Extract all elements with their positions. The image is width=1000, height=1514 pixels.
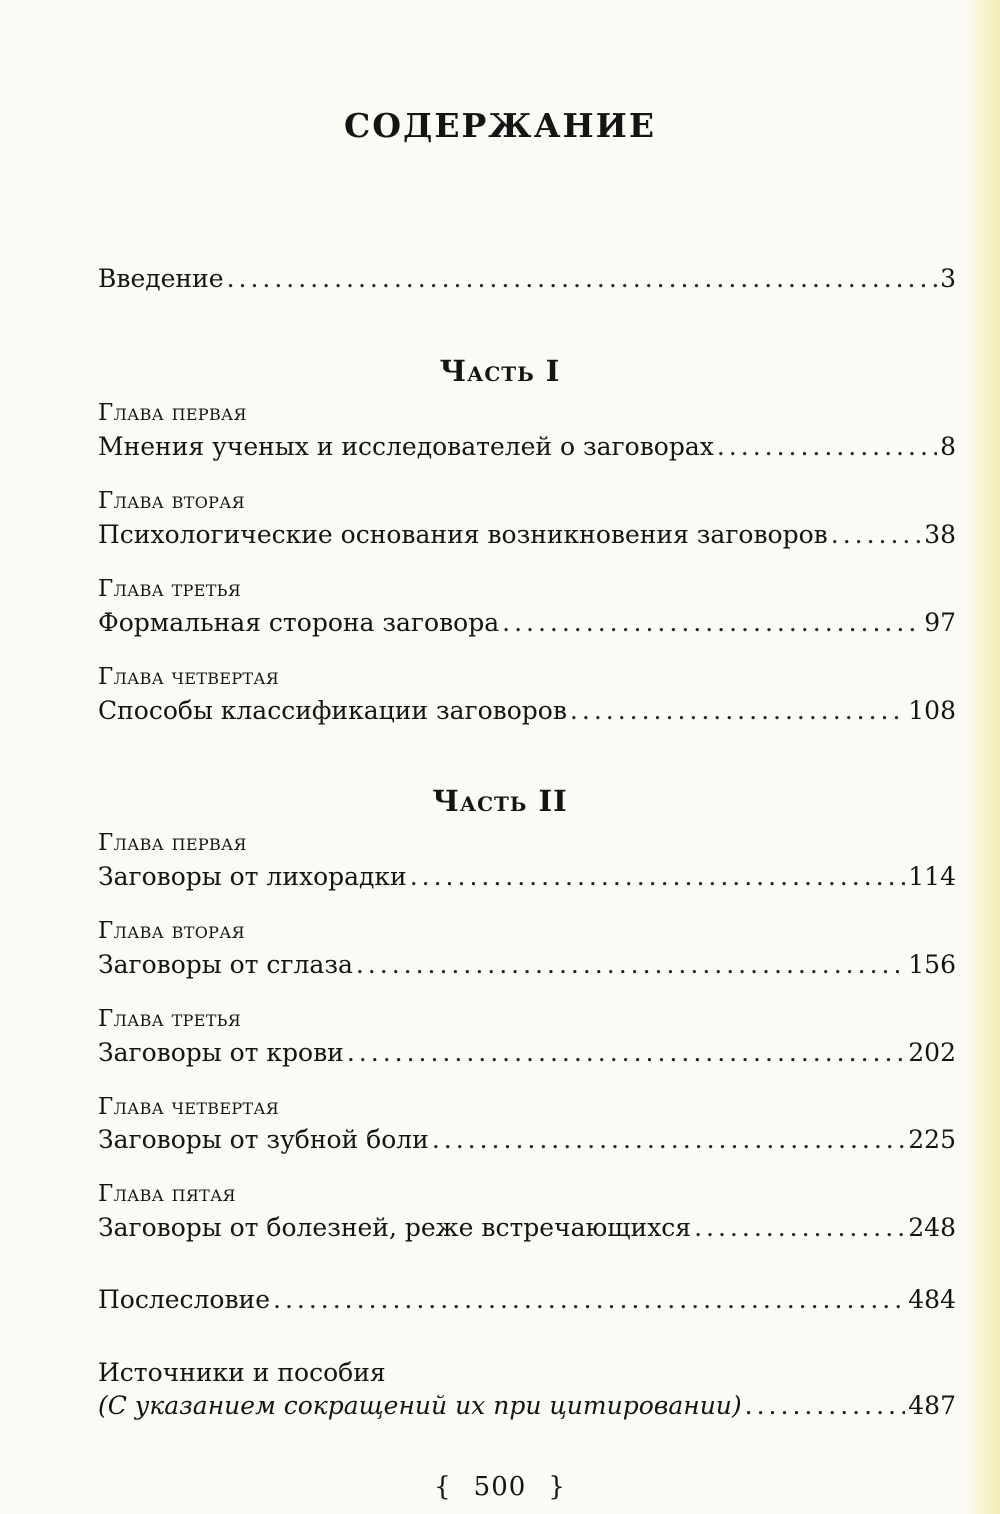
page-number: 500	[473, 1472, 527, 1502]
chapter-label: Глава вторая	[98, 918, 245, 944]
toc-entry-intro	[98, 264, 956, 298]
chapter-label: Глава третья	[98, 576, 241, 602]
part-heading-2: Часть II	[432, 784, 568, 818]
page-ref: 248	[908, 1213, 956, 1242]
toc-entry	[98, 950, 956, 984]
entry-title: Заговоры от зубной боли	[98, 1125, 429, 1154]
chapter-label: Глава первая	[98, 830, 247, 856]
dot-leader	[347, 1038, 905, 1067]
entry-title: Введение	[98, 264, 224, 293]
toc-entry	[98, 1213, 956, 1247]
dot-leader	[227, 264, 938, 293]
page-ref: 97	[924, 608, 956, 637]
toc-entry-afterword	[98, 1285, 956, 1319]
page-number-footer	[0, 1472, 1000, 1502]
page-ref: 225	[908, 1125, 956, 1154]
chapter-label: Глава пятая	[98, 1181, 236, 1207]
entry-title: Заговоры от болезней, реже встречающихся	[98, 1213, 692, 1242]
chapter-label: Глава третья	[98, 1006, 241, 1032]
dot-leader	[694, 1213, 905, 1242]
dot-leader	[502, 608, 921, 637]
toc-entry	[98, 696, 956, 730]
dot-leader	[831, 520, 921, 549]
toc-entry	[98, 432, 956, 466]
chapter-label: Глава четвертая	[98, 1094, 280, 1120]
dot-leader	[410, 862, 906, 891]
dot-leader	[717, 432, 937, 461]
toc-entry-sources	[98, 1391, 956, 1425]
entry-title: Заговоры от сглаза	[98, 950, 353, 979]
page-ref: 484	[908, 1285, 956, 1314]
chapter-label: Глава четвертая	[98, 664, 280, 690]
page-edge-tint	[966, 0, 1000, 1514]
entry-title: Заговоры от лихорадки	[98, 862, 407, 891]
entry-title: Формальная сторона заговора	[98, 608, 500, 637]
dot-leader	[356, 950, 905, 979]
page-ref: 114	[908, 862, 956, 891]
part-heading-1: Часть I	[439, 354, 561, 388]
page-ref: 156	[908, 950, 956, 979]
dot-leader	[745, 1391, 906, 1420]
toc-entry	[98, 862, 956, 896]
brace-close: }	[548, 1472, 566, 1502]
page-title: СОДЕРЖАНИЕ	[343, 106, 656, 145]
chapter-label: Глава первая	[98, 400, 247, 426]
entry-title: Способы классификации заговоров	[98, 696, 567, 725]
chapter-label: Глава вторая	[98, 488, 245, 514]
toc-entry	[98, 608, 956, 642]
toc-entry	[98, 520, 956, 554]
page-ref: 38	[924, 520, 956, 549]
dot-leader	[570, 696, 905, 725]
entry-title: Психологические основания возникновения заговоров	[98, 520, 828, 549]
page-ref: 487	[908, 1391, 956, 1420]
page-ref: 3	[940, 264, 956, 293]
sources-label: Источники и пособия	[98, 1358, 386, 1387]
toc-entry	[98, 1125, 956, 1159]
entry-title: Послесловие	[98, 1285, 270, 1314]
dot-leader	[432, 1125, 905, 1154]
page-ref: 8	[940, 432, 956, 461]
dot-leader	[273, 1285, 905, 1314]
entry-title: (С указанием сокращений их при цитировании)	[98, 1391, 742, 1420]
entry-title: Мнения ученых и исследователей о заговорах	[98, 432, 714, 461]
brace-open: {	[434, 1472, 452, 1502]
entry-title: Заговоры от крови	[98, 1038, 344, 1067]
toc-entry	[98, 1038, 956, 1072]
page-ref: 108	[908, 696, 956, 725]
page-ref: 202	[908, 1038, 956, 1067]
